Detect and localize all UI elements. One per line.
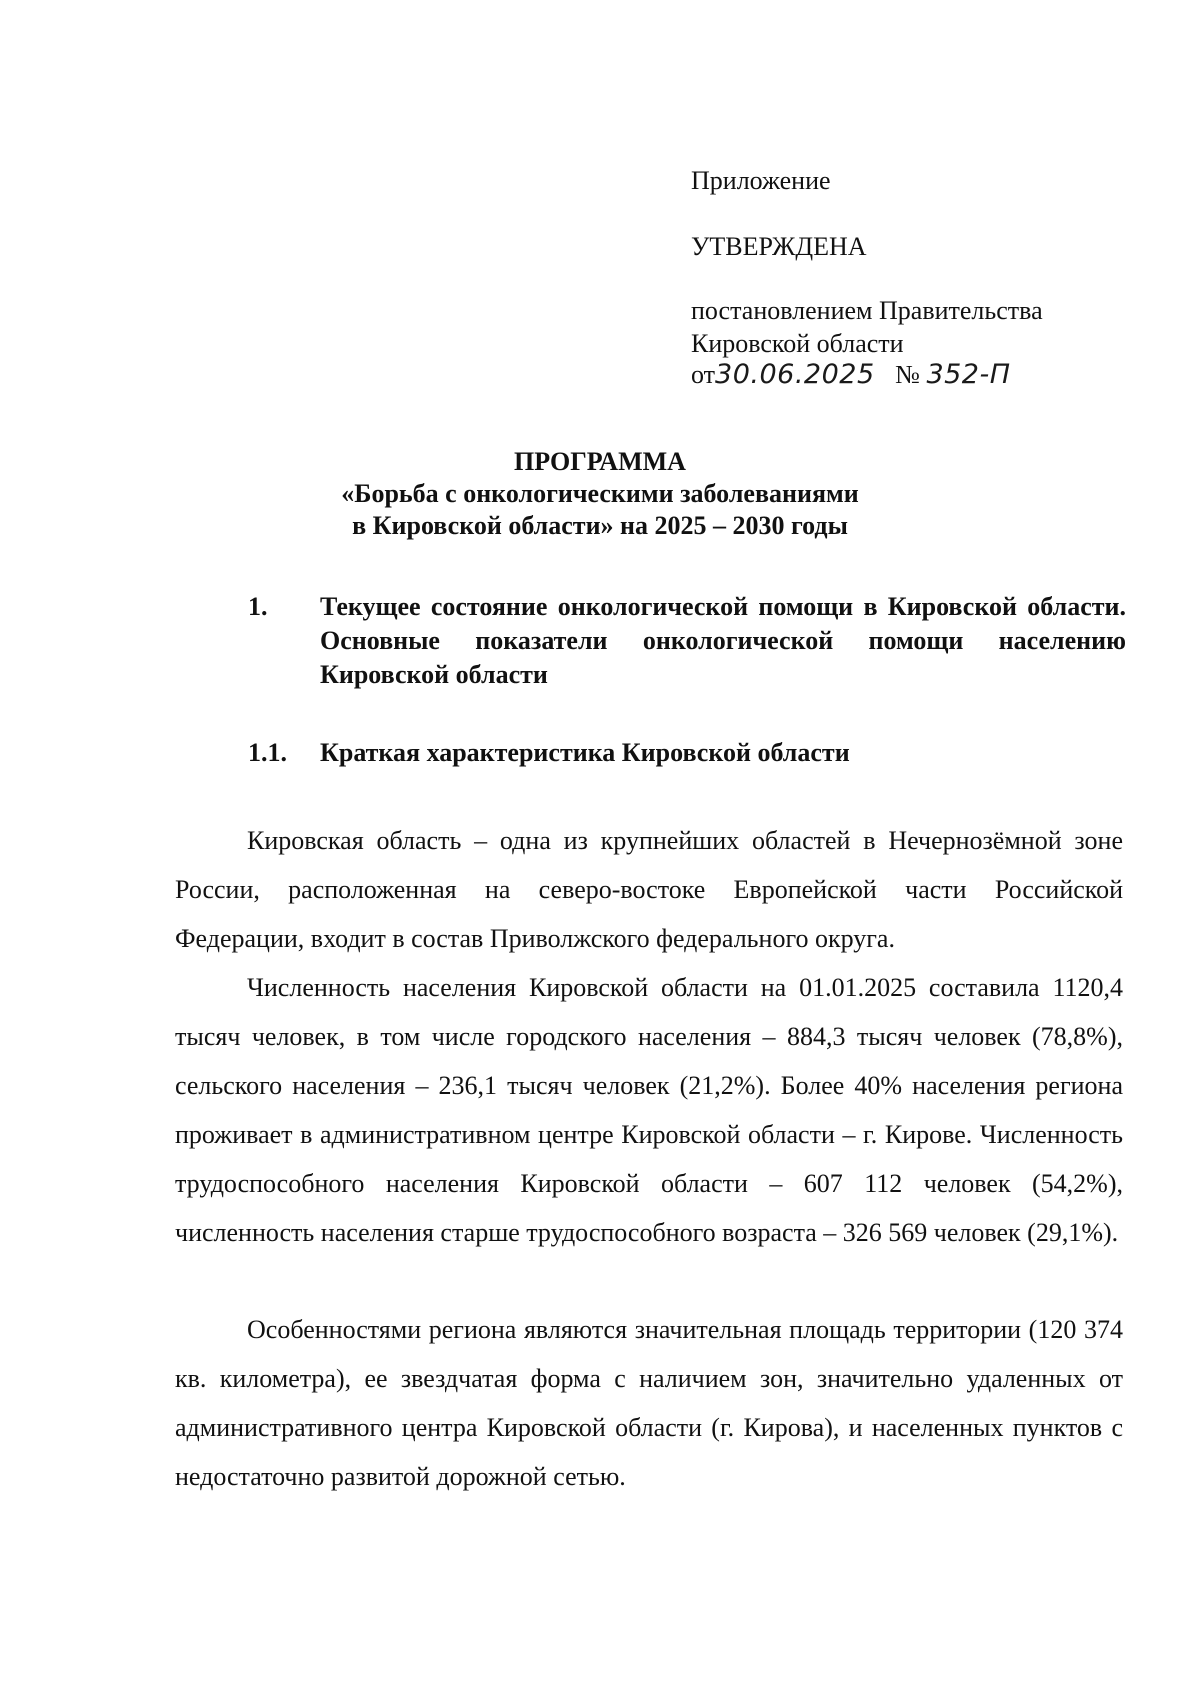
body-paragraph: Кировская область – одна из крупнейших областей в Нечернозёмной зоне России, расположенная на северо-востоке Европейской части Российской Федерации, входит в состав Приволжского федерального округа. — [175, 826, 1123, 953]
handwritten-date: 30.06.2025 — [715, 359, 875, 390]
program-title-line2: «Борьба с онкологическими заболеваниями — [341, 479, 859, 508]
section-heading-text: Текущее состояние онкологической помощи в Кировской области. Основные показатели онкологической помощи населению Кировской области — [320, 592, 1126, 689]
date-number-line — [691, 358, 1011, 392]
section-number: 1. — [248, 592, 268, 621]
program-title-line3: в Кировской области» на 2025 – 2030 годы — [352, 511, 848, 540]
number-prefix: № — [895, 360, 920, 389]
appendix-label: Приложение — [691, 166, 831, 195]
region-line: Кировской области — [691, 329, 904, 358]
date-prefix: от — [691, 360, 716, 389]
program-title — [180, 446, 1020, 542]
approved-label: УТВЕРЖДЕНА — [691, 232, 867, 261]
program-title-line1: ПРОГРАММА — [514, 447, 686, 476]
decree-line: постановлением Правительства — [691, 296, 1043, 325]
subsection-heading-text: Краткая характеристика Кировской области — [320, 738, 850, 767]
body-paragraph: Особенностями региона являются значительная площадь территории (120 374 кв. километра), ее звездчатая форма с наличием зон, значительно удаленных от административного центра Кировской области (г. Кирова), и населенных пунктов с недостаточно развитой дорожной сетью. — [175, 1315, 1123, 1491]
handwritten-number: 352-П — [926, 359, 1011, 390]
body-paragraph: Численность населения Кировской области на 01.01.2025 составила 1120,4 тысяч человек, в том числе городского населения – 884,3 тысяч человек (78,8%), сельского населения – 236,1 тысяч человек (21,2%). Более 40% населения региона проживает в административном центре Кировской области – г. Кирове. Численность трудоспособного населения Кировской области – 607 112 человек (54,2%), численность населения старше трудоспособного возраста – 326 569 человек (29,1%). — [175, 973, 1123, 1247]
subsection-number: 1.1. — [248, 738, 287, 767]
